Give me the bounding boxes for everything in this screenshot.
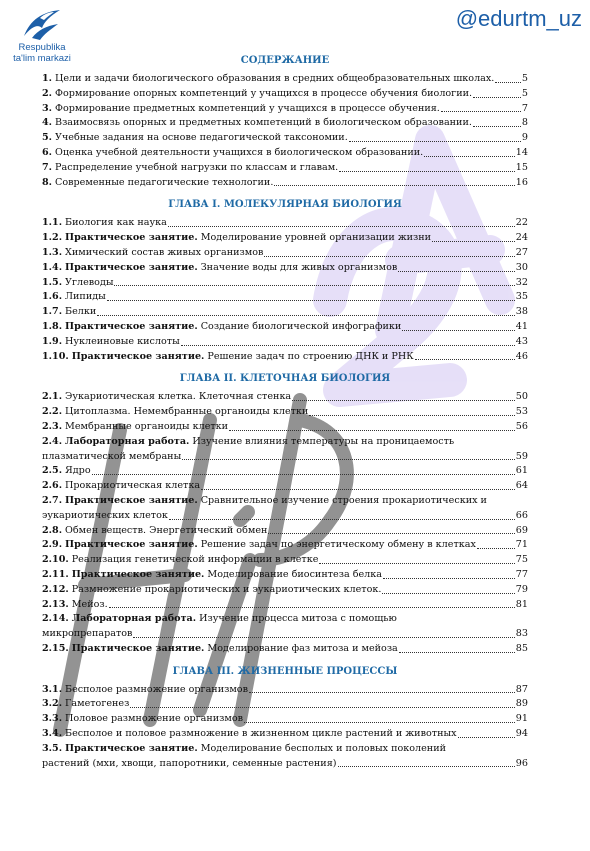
- entry-title: Учебные задания на основе педагогической таксономии.: [55, 132, 348, 144]
- toc-entry[interactable]: [42, 538, 528, 553]
- dot-leader: [130, 707, 514, 708]
- entry-number: 1.3.: [42, 246, 63, 258]
- chapter3-list: [42, 683, 528, 772]
- entry-number: 3.: [42, 102, 53, 114]
- dot-leader: [229, 430, 515, 431]
- dot-leader: [495, 82, 521, 83]
- entry-number: 3.3.: [42, 713, 63, 725]
- bird-logo-icon: [20, 6, 64, 42]
- entry-number: 1.9.: [42, 335, 63, 347]
- entry-title: Распределение учебной нагрузки по классам и главам.: [55, 161, 339, 173]
- entry-title: Мембранные органоиды клетки: [65, 420, 229, 432]
- dot-leader: [382, 593, 514, 594]
- entry-title: Решение задач по энергетическому обмену в клетках: [200, 539, 476, 551]
- entry-title: Моделирование бесполых и половых поколений: [200, 742, 446, 754]
- entry-number: 2.7.: [42, 494, 63, 506]
- entry-title: Белки: [65, 306, 97, 318]
- entry-type-label: Практическое занятие.: [65, 539, 198, 551]
- entry-title: Ядро: [65, 465, 91, 477]
- dot-leader: [338, 766, 515, 767]
- entry-title: Оценка учебной деятельности учащихся в биологическом образовании.: [55, 146, 424, 158]
- toc-entry[interactable]: [42, 727, 528, 742]
- entry-page-number: 69: [515, 524, 528, 536]
- entry-page-number: 5: [521, 73, 528, 84]
- dot-leader: [92, 474, 515, 475]
- entry-page-number: 91: [515, 713, 528, 725]
- toc-entry-continuation[interactable]: [42, 627, 528, 642]
- entry-page-number: 38: [515, 306, 528, 318]
- logo-line2: ta'lim markazi: [13, 53, 71, 64]
- dot-leader: [473, 126, 521, 127]
- entry-number: 2.9.: [42, 539, 63, 551]
- entry-title: Прокариотическая клетка: [65, 480, 201, 492]
- toc-entry[interactable]: [42, 305, 528, 320]
- entry-title: Липиды: [65, 291, 106, 303]
- entry-title: Углеводы: [65, 276, 114, 288]
- toc-entry[interactable]: [42, 568, 528, 583]
- entry-number: 2.15.: [42, 642, 69, 654]
- entry-number: 1.8.: [42, 320, 63, 332]
- entry-page-number: 77: [515, 568, 528, 580]
- entry-title: Формирование предметных компетенций у учащихся в процессе обучения.: [55, 102, 440, 114]
- entry-page-number: 64: [515, 480, 528, 492]
- entry-type-label: Лабораторная работа.: [65, 435, 190, 447]
- dot-leader: [274, 185, 514, 186]
- dot-leader: [399, 652, 515, 653]
- entry-number: 2.5.: [42, 465, 63, 477]
- entry-number: 1.: [42, 73, 53, 84]
- entry-page-number: 94: [515, 728, 528, 740]
- entry-number: 2.1.: [42, 391, 63, 403]
- entry-title: Гаметогенез: [65, 698, 130, 710]
- toc-entry[interactable]: [42, 479, 528, 494]
- entry-page-number: 24: [515, 232, 528, 244]
- entry-number: 2.13.: [42, 598, 69, 610]
- entry-number: 2.4.: [42, 435, 63, 447]
- entry-number: 1.5.: [42, 276, 63, 288]
- entry-number: 1.4.: [42, 261, 63, 273]
- channel-handle: @edurtm_uz: [455, 6, 582, 31]
- entry-page-number: 50: [515, 391, 528, 403]
- toc-entry[interactable]: [42, 742, 528, 757]
- entry-page-number: 27: [515, 246, 528, 258]
- entry-type-label: Практическое занятие.: [65, 320, 198, 332]
- toc-entry[interactable]: [42, 642, 528, 657]
- dot-leader: [339, 171, 515, 172]
- entry-page-number: 43: [515, 335, 528, 347]
- entry-page-number: 83: [515, 628, 528, 640]
- dot-leader: [169, 519, 515, 520]
- entry-title: Сравнительное изучение строения прокариотических и: [200, 494, 487, 506]
- entry-number: 2.14.: [42, 613, 69, 625]
- entry-page-number: 81: [515, 598, 528, 610]
- entry-number: 2.8.: [42, 524, 63, 536]
- entry-page-number: 89: [515, 698, 528, 710]
- entry-number: 4.: [42, 117, 53, 129]
- entry-page-number: 75: [515, 554, 528, 566]
- dot-leader: [441, 111, 521, 112]
- entry-title: Моделирование уровней организации жизни: [200, 232, 432, 244]
- toc-entry[interactable]: [42, 216, 528, 231]
- dot-leader: [244, 722, 515, 723]
- entry-number: 1.2.: [42, 232, 63, 244]
- entry-number: 6.: [42, 146, 53, 158]
- toc-entry[interactable]: [42, 102, 528, 117]
- entry-title: Создание биологической инфографики: [200, 320, 402, 332]
- dot-leader: [168, 226, 515, 227]
- chapter1-title: ГЛАВА I. МОЛЕКУЛЯРНАЯ БИОЛОГИЯ: [168, 199, 402, 211]
- dot-leader: [458, 737, 515, 738]
- toc-entry[interactable]: [42, 116, 528, 131]
- dot-leader: [424, 156, 515, 157]
- entry-page-number: 14: [515, 146, 528, 158]
- entry-page-number: 71: [515, 539, 528, 551]
- entry-page-number: 7: [521, 102, 528, 114]
- chapter2-list: [42, 390, 528, 656]
- dot-leader: [133, 637, 514, 638]
- entry-title: Моделирование фаз митоза и мейоза: [207, 642, 398, 654]
- entry-number: 1.6.: [42, 291, 63, 303]
- entry-number: 2.10.: [42, 554, 69, 566]
- entry-page-number: 79: [515, 583, 528, 595]
- entry-number: 2.12.: [42, 583, 69, 595]
- dot-leader: [109, 607, 515, 608]
- toc-entry[interactable]: [42, 131, 528, 146]
- entry-number: 3.4.: [42, 728, 63, 740]
- entry-title: Моделирование биосинтеза белка: [207, 568, 382, 580]
- toc-entry-continuation[interactable]: [42, 509, 528, 524]
- entry-title-continuation: эукариотических клеток: [42, 509, 168, 521]
- toc-entry[interactable]: [42, 524, 528, 539]
- entry-number: 3.1.: [42, 683, 63, 695]
- toc-entry-continuation[interactable]: [42, 450, 528, 465]
- entry-type-label: Практическое занятие.: [65, 261, 198, 273]
- toc-entry[interactable]: [42, 683, 528, 698]
- entry-page-number: 30: [515, 261, 528, 273]
- toc-entry[interactable]: [42, 612, 528, 627]
- entry-title: Эукариотическая клетка. Клеточная стенка: [65, 391, 292, 403]
- chapter3-title: ГЛАВА III. ЖИЗНЕННЫЕ ПРОЦЕССЫ: [172, 665, 398, 677]
- entry-number: 2.6.: [42, 480, 63, 492]
- entry-title: Нуклеиновые кислоты: [65, 335, 180, 347]
- toc-entry[interactable]: [42, 335, 528, 350]
- entry-title: Обмен веществ. Энергетический обмен: [65, 524, 268, 536]
- entry-number: 1.10.: [42, 350, 69, 362]
- entry-title: Изучение процесса митоза с помощью: [199, 613, 397, 625]
- dot-leader: [182, 459, 515, 460]
- entry-title: Половое размножение организмов: [65, 713, 244, 725]
- dot-leader: [477, 548, 515, 549]
- entry-title: Мейоз.: [71, 598, 108, 610]
- entry-title: Размножение прокариотических и эукариотических клеток.: [71, 583, 382, 595]
- entry-page-number: 56: [515, 420, 528, 432]
- toc-entry[interactable]: [42, 553, 528, 568]
- entry-title: Химический состав живых организмов: [65, 246, 264, 258]
- entry-title: Значение воды для живых организмов: [200, 261, 398, 273]
- toc-entry[interactable]: [42, 246, 528, 261]
- dot-leader: [349, 141, 521, 142]
- entry-title: Биология как наука: [65, 217, 167, 229]
- toc-entry[interactable]: [42, 231, 528, 246]
- entry-page-number: 5: [521, 87, 528, 99]
- entry-page-number: 22: [515, 217, 528, 229]
- toc-entry[interactable]: [42, 697, 528, 712]
- toc-entry[interactable]: [42, 320, 528, 335]
- entry-type-label: Практическое занятие.: [71, 350, 205, 362]
- entry-title: Бесполое и половое размножение в жизненном цикле растений и животных: [65, 728, 457, 740]
- entry-title: Цели и задачи биологического образования в средних общеобразовательных школах.: [55, 73, 495, 84]
- entry-page-number: 66: [515, 509, 528, 521]
- entry-page-number: 59: [515, 450, 528, 462]
- chapter1-list: [42, 216, 528, 364]
- entry-title: Бесполое размножение организмов: [65, 683, 248, 695]
- dot-leader: [292, 400, 515, 401]
- contents-title: СОДЕРЖАНИЕ: [240, 55, 330, 66]
- entry-number: 2.: [42, 87, 53, 99]
- dot-leader: [415, 359, 515, 360]
- entry-title-continuation: микропрепаратов: [42, 628, 133, 640]
- intro-list: [42, 72, 528, 190]
- entry-title: Цитоплазма. Немембранные органоиды клетки: [65, 406, 309, 418]
- dot-leader: [268, 533, 514, 534]
- toc-entry[interactable]: [42, 261, 528, 276]
- entry-type-label: Практическое занятие.: [71, 568, 205, 580]
- dot-leader: [402, 330, 514, 331]
- toc-entry[interactable]: [42, 464, 528, 479]
- dot-leader: [249, 692, 515, 693]
- toc-entry[interactable]: [42, 276, 528, 291]
- entry-number: 8.: [42, 176, 53, 188]
- toc-entry[interactable]: [42, 712, 528, 727]
- entry-number: 2.3.: [42, 420, 63, 432]
- entry-page-number: 9: [521, 132, 528, 144]
- toc-entry[interactable]: [42, 176, 528, 191]
- dot-leader: [398, 271, 515, 272]
- dot-leader: [383, 578, 515, 579]
- toc-entry[interactable]: [42, 583, 528, 598]
- entry-page-number: 41: [515, 320, 528, 332]
- toc-entry[interactable]: [42, 290, 528, 305]
- entry-page-number: 15: [515, 161, 528, 173]
- entry-type-label: Практическое занятие.: [71, 642, 205, 654]
- entry-type-label: Практическое занятие.: [65, 232, 198, 244]
- entry-number: 5.: [42, 132, 53, 144]
- entry-page-number: 96: [515, 757, 528, 769]
- dot-leader: [97, 315, 515, 316]
- entry-number: 7.: [42, 161, 53, 173]
- entry-number: 3.2.: [42, 698, 63, 710]
- toc-entry[interactable]: [42, 146, 528, 161]
- toc-entry[interactable]: [42, 350, 528, 365]
- entry-number: 2.2.: [42, 406, 63, 418]
- entry-page-number: 46: [515, 350, 528, 362]
- toc-entry[interactable]: [42, 72, 528, 87]
- entry-page-number: 87: [515, 683, 528, 695]
- entry-title: Решение задач по строению ДНК и РНК: [207, 350, 414, 362]
- entry-page-number: 16: [515, 176, 528, 188]
- toc-entry[interactable]: [42, 161, 528, 176]
- entry-title-continuation: плазматической мембраны: [42, 450, 182, 462]
- dot-leader: [114, 285, 514, 286]
- dot-leader: [181, 345, 515, 346]
- dot-leader: [264, 256, 514, 257]
- entry-page-number: 61: [515, 465, 528, 477]
- chapter2-title: ГЛАВА II. КЛЕТОЧНАЯ БИОЛОГИЯ: [179, 373, 391, 385]
- dot-leader: [473, 97, 521, 98]
- entry-number: 3.5.: [42, 742, 63, 754]
- entry-page-number: 35: [515, 291, 528, 303]
- toc-entry[interactable]: [42, 405, 528, 420]
- entry-number: 1.7.: [42, 306, 63, 318]
- entry-page-number: 32: [515, 276, 528, 288]
- entry-title-continuation: растений (мхи, хвощи, папоротники, семенные растения): [42, 757, 337, 769]
- entry-title: Формирование опорных компетенций у учащихся в процессе обучения биологии.: [55, 87, 473, 99]
- dot-leader: [309, 415, 514, 416]
- entry-page-number: 53: [515, 406, 528, 418]
- table-of-contents: [42, 52, 528, 771]
- toc-entry[interactable]: [42, 390, 528, 405]
- entry-title: Изучение влияния температуры на проницаемость: [192, 435, 455, 447]
- toc-entry[interactable]: [42, 435, 528, 450]
- dot-leader: [201, 489, 515, 490]
- toc-entry[interactable]: [42, 598, 528, 613]
- entry-type-label: Лабораторная работа.: [71, 613, 197, 625]
- dot-leader: [432, 241, 515, 242]
- toc-entry[interactable]: [42, 420, 528, 435]
- dot-leader: [107, 300, 515, 301]
- entry-title: Реализация генетической информации в клетке: [71, 554, 319, 566]
- toc-entry[interactable]: [42, 494, 528, 509]
- entry-title: Современные педагогические технологии.: [55, 176, 274, 188]
- dot-leader: [319, 563, 514, 564]
- toc-entry-continuation[interactable]: [42, 757, 528, 772]
- entry-title: Взаимосвязь опорных и предметных компетенций в биологическом образовании.: [55, 117, 472, 129]
- entry-number: 2.11.: [42, 568, 69, 580]
- entry-type-label: Практическое занятие.: [65, 494, 198, 506]
- logo-line1: Respublika: [18, 42, 66, 53]
- entry-number: 1.1.: [42, 217, 63, 229]
- entry-page-number: 8: [521, 117, 528, 129]
- toc-entry[interactable]: [42, 87, 528, 102]
- entry-page-number: 85: [515, 642, 528, 654]
- entry-type-label: Практическое занятие.: [65, 742, 198, 754]
